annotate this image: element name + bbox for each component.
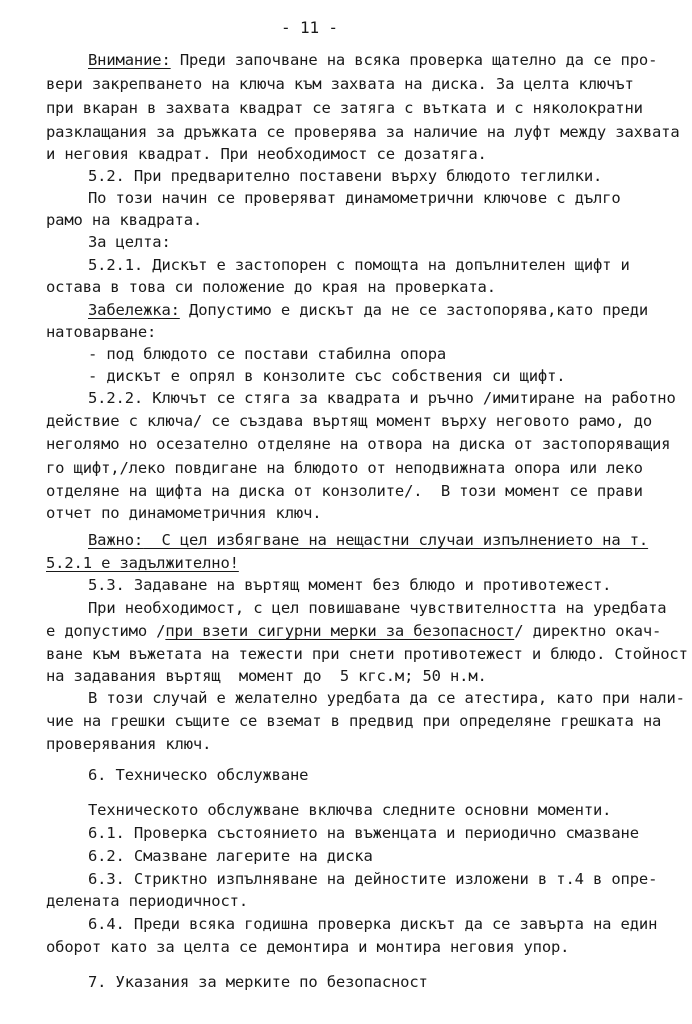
text-line: при вкаран в захвата квадрат се затяга с вътката и с няколократни [46, 99, 643, 117]
text-line: действие с ключа/ се създава въртящ момент върху неговото рамо, до [46, 412, 652, 430]
section-heading-6: 6. Техническо обслужване [88, 766, 309, 784]
note-label-important: Важно: [88, 531, 144, 549]
text-line: ване към въжетата на тежести при снети противотежест и блюдо. Стойност [46, 645, 688, 663]
list-item: 6.4. Преди всяка годишна проверка дискът да се завърта на един [88, 915, 658, 933]
text-line: вери закрепването на ключа към захвата на диска. За целта ключът [46, 75, 634, 93]
text-line: 5.2.2. Ключът се стяга за квадрата и ръчно /имитиране на работно [88, 389, 676, 407]
page-number: - 11 - [281, 18, 338, 37]
text-line: остава в това си положение до края на проверката. [46, 278, 496, 296]
underlined-phrase: при взети сигурни мерки за безопасност [165, 622, 515, 640]
text-line: делената периодичност. [46, 892, 248, 910]
text-line: разклащания за дръжката се проверява за наличие на луфт между захвата [46, 123, 680, 141]
text-line [46, 621, 661, 641]
text-line: проверявания ключ. [46, 735, 212, 753]
text-line: В този случай е желателно уредбата да се атестира, като при нали- [88, 689, 685, 707]
text-span: / директно окач- [514, 622, 662, 640]
text-line: 5.2.1. Дискът е застопорен с помощта на допълнителен щифт и [88, 256, 630, 274]
section-heading-5-2: 5.2. При предварително поставени върху блюдото теглилки. [88, 167, 603, 185]
text-span: Преди започване на всяка проверка щателно да се про- [170, 51, 658, 69]
text-span: С цел избягване на нещастни случаи изпълнението на т. [143, 531, 649, 549]
text-line: отделяне на щифта на диска от конзолите/. В този момент се прави [46, 482, 643, 500]
text-line: оборот като за целта се демонтира и монтира неговия упор. [46, 938, 570, 956]
text-span: е допустимо / [46, 622, 166, 640]
list-item: 6.2. Смазване лагерите на диска [88, 847, 373, 865]
text-line: По този начин се проверяват динамометрични ключове с дълго [88, 189, 621, 207]
text-line: рамо на квадрата. [46, 211, 203, 229]
list-item: - под блюдото се постави стабилна опора [88, 345, 447, 363]
text-line [88, 300, 648, 320]
text-line [88, 50, 657, 70]
text-line: и неговия квадрат. При необходимост се дозатяга. [46, 145, 487, 163]
text-line: За целта: [88, 233, 171, 251]
text-line: на задавания въртящ момент до 5 кгс.м; 50 н.м. [46, 667, 487, 685]
section-heading-5-3: 5.3. Задаване на въртящ момент без блюдо и противотежест. [88, 576, 612, 594]
list-item: - дискът е опрял в конзолите със собствения си щифт. [88, 367, 566, 385]
list-item: 6.1. Проверка състоянието на въженцата и периодично смазване [88, 824, 639, 842]
section-heading-7: 7. Указания за мерките по безопасност [88, 973, 428, 991]
note-label-remark: Забележка: [88, 301, 180, 319]
text-line: неголямо но осезателно отделяне на отвора на диска от застопоряващия [46, 435, 671, 453]
text-line: чие на грешки същите се вземат в предвид при определяне грешката на [46, 712, 662, 730]
text-line: Техническото обслужване включва следните основни моменти. [88, 801, 612, 819]
text-line: 5.2.1 е задължително! [46, 554, 239, 572]
text-line: отчет по динамометричния ключ. [46, 504, 322, 522]
text-span: Допустимо е дискът да не се застопорява,като преди [179, 301, 649, 319]
text-line [88, 530, 648, 550]
text-line: го щифт,/леко повдигане на блюдото от неподвижната опора или леко [46, 459, 643, 477]
text-line: натоварване: [46, 323, 157, 341]
note-label-attention: Внимание: [88, 51, 171, 69]
text-line: При необходимост, с цел повишаване чувствителността на уредбата [88, 599, 667, 617]
list-item: 6.3. Стриктно изпълняване на дейностите изложени в т.4 в опре- [88, 870, 658, 888]
